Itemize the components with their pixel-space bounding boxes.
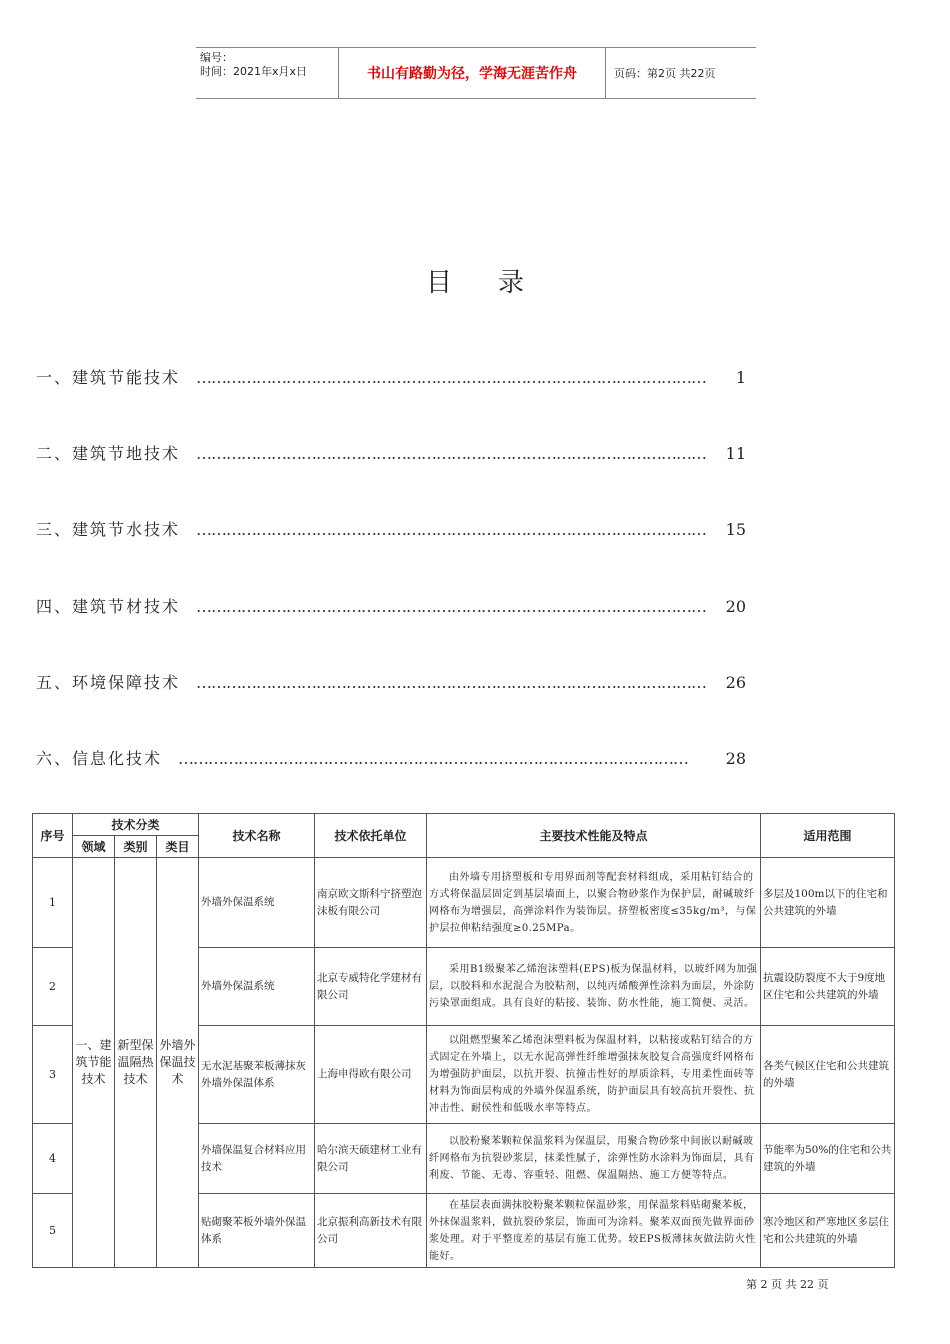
header-meta bbox=[196, 48, 338, 98]
cell-name: 贴砌聚苯板外墙外保温体系 bbox=[199, 1194, 315, 1268]
cell-item: 外墙外保温技术 bbox=[157, 858, 199, 1268]
cell-seq: 2 bbox=[33, 948, 73, 1026]
toc-label: 五、环境保障技术 bbox=[36, 673, 181, 692]
toc-entry-2[interactable] bbox=[36, 441, 746, 464]
cell-name: 外墙外保温系统 bbox=[199, 948, 315, 1026]
toc-leader: ………………………………………………………………………………………… bbox=[196, 368, 707, 387]
header-category: 技术分类 bbox=[73, 814, 199, 836]
time-label: 时间：2021年x月x日 bbox=[200, 65, 308, 78]
toc-entry-1[interactable] bbox=[36, 365, 746, 388]
header-page-info: 页码：第2页 共22页 bbox=[614, 67, 716, 80]
cell-features: 采用B1级聚苯乙烯泡沫塑料(EPS)板为保温材料，以玻纤网为加强层，以胶料和水泥混合为胶粘剂，以纯丙烯酸弹性涂料为面层，外涂防污染罩面组成。具有良好的粘接、装饰、防水性能，施工简便、灵活。 bbox=[427, 948, 761, 1026]
header-seq: 序号 bbox=[33, 814, 73, 858]
cell-unit: 北京专威特化学建材有限公司 bbox=[315, 948, 427, 1026]
toc-page: 26 bbox=[725, 673, 746, 692]
cell-type: 新型保温隔热技术 bbox=[115, 858, 157, 1268]
toc-label: 六、信息化技术 bbox=[36, 749, 163, 768]
toc-label: 二、建筑节地技术 bbox=[36, 444, 181, 463]
header-name: 技术名称 bbox=[199, 814, 315, 858]
cell-scope: 节能率为50%的住宅和公共建筑的外墙 bbox=[761, 1124, 895, 1194]
toc-leader: ………………………………………………………………………………………… bbox=[178, 749, 689, 768]
cell-scope: 多层及100m以下的住宅和公共建筑的外墙 bbox=[761, 858, 895, 948]
cell-features: 在基层表面满抹胶粉聚苯颗粒保温砂浆，用保温浆料贴砌聚苯板，外抹保温浆料，做抗裂砂浆层，饰面可为涂料。聚苯双面预先做界面砂浆处理。对于平整度差的基层有施工优势。较EPS板薄抹灰做法防火性能好。 bbox=[427, 1194, 761, 1268]
toc-page: 28 bbox=[725, 749, 746, 768]
header-domain: 领域 bbox=[73, 836, 115, 858]
toc-leader: ………………………………………………………………………………………… bbox=[196, 597, 707, 616]
cell-name: 外墙保温复合材料应用技术 bbox=[199, 1124, 315, 1194]
cell-scope: 各类气候区住宅和公共建筑的外墙 bbox=[761, 1026, 895, 1124]
cell-name: 外墙外保温系统 bbox=[199, 858, 315, 948]
header-unit: 技术依托单位 bbox=[315, 814, 427, 858]
cell-scope: 抗震设防裂度不大于9度地区住宅和公共建筑的外墙 bbox=[761, 948, 895, 1026]
toc-page: 20 bbox=[725, 597, 746, 616]
toc-page: 11 bbox=[725, 444, 746, 463]
table-header-row bbox=[33, 814, 895, 836]
toc-label: 四、建筑节材技术 bbox=[36, 597, 181, 616]
toc-page: 1 bbox=[735, 368, 746, 387]
cell-features: 以阻燃型聚苯乙烯泡沫塑料板为保温材料，以粘接或粘钉结合的方式固定在外墙上，以无水泥高弹性纤维增强抹灰胶复合高强度纤网格布为增强防护面层，以抗开裂、抗撞击性好的厚质涂料，专用柔性面砖等材料为饰面层构成的外墙外保温系统，防护面层具有较高抗开裂性、抗冲击性、耐侯性和低吸水率等特点。 bbox=[427, 1026, 761, 1124]
cell-unit: 北京振利高新技术有限公司 bbox=[315, 1194, 427, 1268]
cell-unit: 上海申得欧有限公司 bbox=[315, 1026, 427, 1124]
toc-entry-4[interactable] bbox=[36, 594, 746, 617]
header-type: 类别 bbox=[115, 836, 157, 858]
header-scope: 适用范围 bbox=[761, 814, 895, 858]
toc-entry-3[interactable] bbox=[36, 517, 746, 540]
cell-features: 由外墙专用挤塑板和专用界面剂等配套材料组成，采用粘钉结合的方式将保温层固定到基层墙面上，以聚合物砂浆作为保护层，耐碱玻纤网格布为增强层，高弹涂料作为装饰层。挤塑板密度≤35kg/m³，与保护层拉伸粘结强度≥0.25MPa。 bbox=[427, 858, 761, 948]
toc-leader: ………………………………………………………………………………………… bbox=[196, 444, 707, 463]
header-slogan: 书山有路勤为径，学海无涯苦作舟 bbox=[338, 48, 606, 98]
cell-domain: 一、建筑节能技术 bbox=[73, 858, 115, 1268]
cell-unit: 哈尔滨天硕建材工业有限公司 bbox=[315, 1124, 427, 1194]
cell-seq: 1 bbox=[33, 858, 73, 948]
toc-entry-6[interactable] bbox=[36, 746, 746, 769]
technology-table bbox=[32, 813, 895, 1268]
toc-title: 目录 bbox=[425, 268, 570, 298]
toc-leader: ………………………………………………………………………………………… bbox=[196, 520, 707, 539]
cell-seq: 3 bbox=[33, 1026, 73, 1124]
toc-label: 三、建筑节水技术 bbox=[36, 520, 181, 539]
cell-scope: 寒冷地区和严寒地区多层住宅和公共建筑的外墙 bbox=[761, 1194, 895, 1268]
cell-seq: 4 bbox=[33, 1124, 73, 1194]
toc-leader: ………………………………………………………………………………………… bbox=[196, 673, 707, 692]
toc-label: 一、建筑节能技术 bbox=[36, 368, 181, 387]
toc-page: 15 bbox=[725, 520, 746, 539]
header-item: 类目 bbox=[157, 836, 199, 858]
cell-seq: 5 bbox=[33, 1194, 73, 1268]
page-footer: 第 2 页 共 22 页 bbox=[746, 1278, 829, 1291]
page-header bbox=[196, 47, 756, 99]
cell-features: 以胶粉聚苯颗粒保温浆料为保温层，用聚合物砂浆中间嵌以耐碱玻纤网格布为抗裂砂浆层，抹柔性腻子，涂弹性防水涂料为饰面层，具有利废、节能、无毒、容重轻、阻燃、保温隔热、施工方便等特点。 bbox=[427, 1124, 761, 1194]
cell-name: 无水泥基聚苯板薄抹灰外墙外保温体系 bbox=[199, 1026, 315, 1124]
header-features: 主要技术性能及特点 bbox=[427, 814, 761, 858]
table-row bbox=[33, 858, 895, 948]
cell-unit: 南京欧文斯科宁挤塑泡沫板有限公司 bbox=[315, 858, 427, 948]
toc-entry-5[interactable] bbox=[36, 670, 746, 693]
code-label: 编号： bbox=[200, 51, 233, 64]
